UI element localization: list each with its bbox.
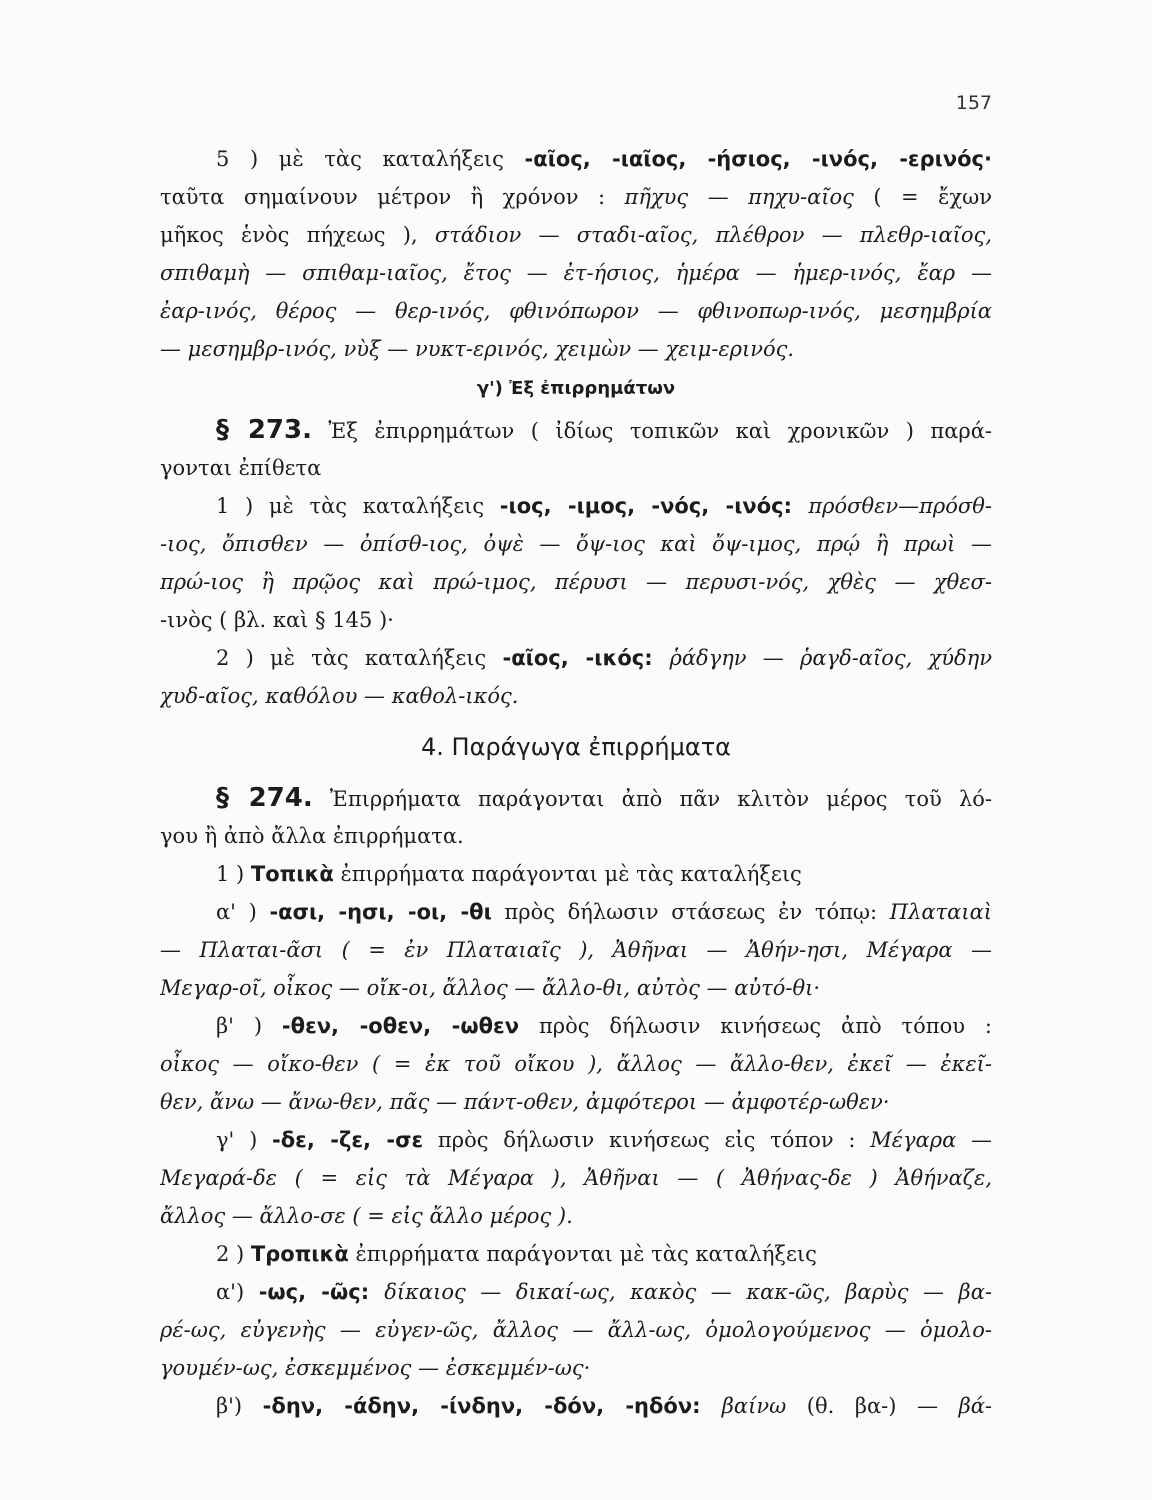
text: 2 ) μὲ τὰς καταλήξεις: [216, 646, 503, 670]
text: πρὸς δήλωσιν στάσεως ἐν τόπῳ:: [491, 900, 890, 924]
suffix-list: -ιος, -ιμος, -νός, -ινός:: [499, 494, 809, 518]
text: ( = ἔχων: [853, 185, 992, 209]
page-body: [160, 140, 992, 1425]
text: ἐπιρρήματα παράγονται μὲ τὰς καταλήξεις: [333, 862, 802, 886]
s274-c-line-1: [160, 1121, 992, 1159]
s273-item1-line-4: -ινὸς ( βλ. καὶ § 145 )·: [160, 608, 394, 632]
s274-b-line-2: οἶκος — οἴκο-θεν ( = ἐκ τοῦ οἴκου ), ἄλλος — ἄλλο-θεν, ἐκεῖ — ἐκεῖ-: [160, 1052, 992, 1076]
example: πρόσθεν—πρόσθ-: [808, 494, 992, 518]
s274-b-line-3: θεν, ἄνω — ἄνω-θεν, πᾶς — πάντ-οθεν, ἀμφότεροι — ἀμφοτέρ-ωθεν·: [160, 1090, 890, 1114]
suffix-list: -ως, -ῶς:: [258, 1280, 385, 1304]
s273-item1-line-3: πρώ-ιος ἢ πρῷος καὶ πρώ-ιμος, πέρυσι — περυσι-νός, χθὲς — χθεσ-: [160, 570, 992, 594]
s274-line-2: γου ἢ ἀπὸ ἄλλα ἐπιρρήματα.: [160, 824, 464, 848]
para5-line-1: [160, 140, 992, 178]
s274-tropika-line: [160, 1235, 992, 1273]
term: Τροπικὰ: [250, 1242, 349, 1266]
text: πρὸς δήλωσιν κινήσεως εἰς τόπον :: [423, 1128, 871, 1152]
s274-a-line-2: — Πλαται-ᾶσι ( = ἐν Πλαταιαῖς ), Ἀθῆναι — Ἀθήν-ησι, Μέγαρα —: [160, 938, 992, 962]
para5-line-4: σπιθαμὴ — σπιθαμ-ιαῖος, ἔτος — ἐτ-ήσιος, ἡμέρα — ἡμερ-ινός, ἔαρ —: [160, 261, 992, 285]
s273-item2-line-2: χυδ-αῖος, καθόλου — καθολ-ικός.: [160, 684, 519, 708]
text: 2 ): [216, 1242, 251, 1266]
s274-d-line-3: γουμέν-ως, ἐσκεμμένος — ἐσκεμμέν-ως·: [160, 1356, 591, 1380]
example: πῆχυς — πηχυ-αῖος: [624, 185, 854, 209]
text: β'): [216, 1394, 263, 1418]
text: 5 ) μὲ τὰς καταλήξεις: [216, 147, 525, 171]
para5-line-3: [160, 216, 992, 254]
example: δίκαιος — δικαί-ως, κακὸς — κακ-ῶς, βαρὺς — βα-: [384, 1280, 992, 1304]
s274-a-line-1: [160, 893, 992, 931]
suffix-list: -θεν, -οθεν, -ωθεν: [281, 1014, 520, 1038]
chapter-heading: 4. Παράγωγα ἐπιρρήματα: [421, 733, 731, 761]
s274-c-line-3: ἄλλος — ἄλλο-σε ( = εἰς ἄλλο μέρος ).: [160, 1204, 573, 1228]
s273-item1-line-1: [160, 487, 992, 525]
text: πρὸς δήλωσιν κινήσεως ἀπὸ τόπου :: [519, 1014, 992, 1038]
example: βά-: [958, 1394, 992, 1418]
text: (θ. βα-) —: [786, 1394, 959, 1418]
term: Τοπικὰ: [250, 862, 334, 886]
suffix-list: -ασι, -ησι, -οι, -θι: [269, 900, 492, 924]
text: γ' ): [216, 1128, 273, 1152]
text: β' ): [216, 1014, 282, 1038]
page-number: 157: [955, 92, 992, 114]
suffix-list: -δην, -άδην, -ίνδην, -δόν, -ηδόν:: [262, 1394, 722, 1418]
text: 1 ): [216, 862, 251, 886]
text: ταῦτα σημαίνουν μέτρον ἢ χρόνον :: [160, 185, 625, 209]
text: Ἐξ ἐπιρρημάτων ( ἰδίως τοπικῶν καὶ χρονικῶν ) παρά-: [311, 419, 992, 443]
s274-d-line-2: ρέ-ως, εὐγενὴς — εὐγεν-ῶς, ἄλλος — ἄλλ-ως, ὁμολογούμενος — ὁμολο-: [160, 1318, 992, 1342]
para5-line-5: ἐαρ-ινός, θέρος — θερ-ινός, φθινόπωρον — φθινοπωρ-ινός, μεσημβρία: [160, 299, 992, 323]
suffix-list: -δε, -ζε, -σε: [272, 1128, 424, 1152]
s274-e-line-1: [160, 1387, 992, 1425]
s274-topika-line: [160, 855, 992, 893]
s274-c-line-2: Μεγαρά-δε ( = εἰς τὰ Μέγαρα ), Ἀθῆναι — ( Ἀθήνας-δε ) Ἀθήναζε,: [160, 1166, 992, 1190]
example: βαίνω: [721, 1394, 787, 1418]
example: Μέγαρα —: [870, 1128, 992, 1152]
sub-heading-c: γ') Ἐξ ἐπιρρημάτων: [476, 378, 676, 399]
text: μῆκος ἑνὸς πήχεως ),: [160, 223, 435, 247]
s274-a-line-3: Μεγαρ-οῖ, οἶκος — οἴκ-οι, ἄλλος — ἄλλο-θι, αὐτὸς — αὐτό-θι·: [160, 976, 821, 1000]
suffix-list: -αῖος, -ικός:: [502, 646, 670, 670]
s274-line-1: [160, 779, 992, 817]
text: Ἐπιρρήματα παράγονται ἀπὸ πᾶν κλιτὸν μέρος τοῦ λό-: [312, 787, 992, 811]
example: ῥάδγην — ῥαγδ-αῖος, χύδην: [669, 646, 992, 670]
example: στάδιον — σταδι-αῖος, πλέθρον — πλεθρ-ιαῖος,: [434, 223, 992, 247]
s274-b-line-1: [160, 1007, 992, 1045]
s273-line-2: γονται ἐπίθετα: [160, 456, 322, 480]
para5-line-6: — μεσημβρ-ινός, νὺξ — νυκτ-ερινός, χειμὼν — χειμ-ερινός.: [160, 337, 795, 361]
example: Πλαταιαὶ: [889, 900, 992, 924]
suffix-list: -αῖος, -ιαῖος, -ήσιος, -ινός, -ερινός·: [524, 147, 992, 171]
s273-item2-line-1: [160, 639, 992, 677]
section-number: § 274.: [216, 783, 313, 813]
s273-line-1: [160, 411, 992, 449]
para5-line-2: [160, 178, 992, 216]
text: α'): [216, 1280, 259, 1304]
text: ἐπιρρήματα παράγονται μὲ τὰς καταλήξεις: [348, 1242, 817, 1266]
text: 1 ) μὲ τὰς καταλήξεις: [216, 494, 500, 518]
section-number: § 273.: [216, 415, 312, 445]
s274-d-line-1: [160, 1273, 992, 1311]
text: α' ): [216, 900, 270, 924]
s273-item1-line-2: -ιος, ὄπισθεν — ὀπίσθ-ιος, ὀψὲ — ὄψ-ιος καὶ ὄψ-ιμος, πρῴ ἢ πρωὶ —: [160, 532, 992, 556]
